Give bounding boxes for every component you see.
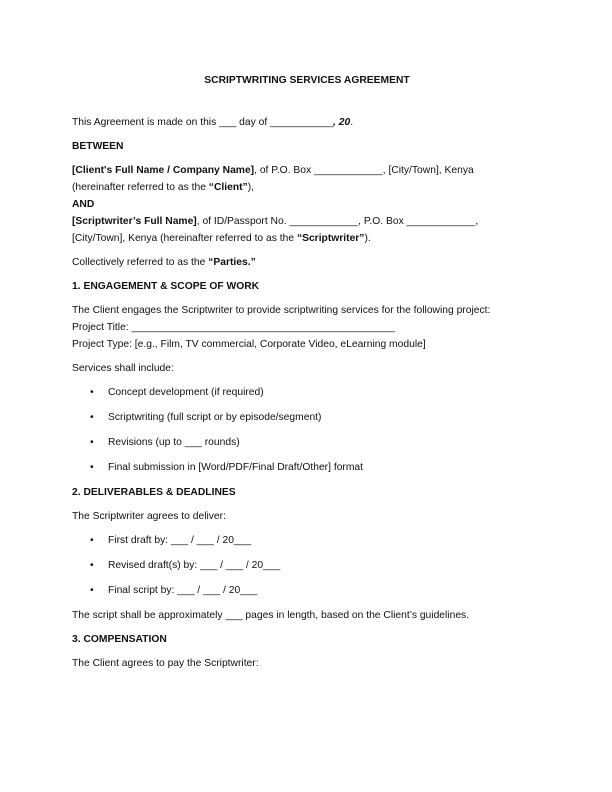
engagement-line: The Client engages the Scriptwriter to provide scriptwriting services for the following project: [72, 305, 491, 316]
scriptwriter-address: , of ID/Passport No. ____________, P.O. Box ____________, [196, 216, 479, 227]
bullet-icon: • [90, 412, 94, 423]
and-label: AND [72, 199, 95, 210]
section-2-heading: 2. DELIVERABLES & DEADLINES [72, 487, 236, 498]
document-title: SCRIPTWRITING SERVICES AGREEMENT [204, 75, 410, 86]
client-name: [Client's Full Name / Company Name] [72, 165, 255, 176]
list-item-text: Scriptwriting (full script or by episode/segment) [108, 412, 322, 423]
bullet-icon: • [90, 560, 94, 571]
list-item [72, 384, 542, 401]
client-term: “Client” [208, 182, 248, 193]
list-item-text: Concept development (if required) [108, 387, 264, 398]
list-item-text: Final script by: ___ / ___ / 20___ [108, 585, 258, 596]
scriptwriter-line-2 [72, 230, 542, 247]
client-ref-suffix: ), [247, 182, 254, 193]
project-title-line: Project Title: ______________________________________________ [72, 322, 395, 333]
intro-prefix: This Agreement is made on this ___ day of ___________ [72, 117, 334, 128]
services-intro: Services shall include: [72, 363, 174, 374]
parties-block [72, 162, 542, 247]
section-1-heading: 1. ENGAGEMENT & SCOPE OF WORK [72, 281, 260, 292]
script-length-note: The script shall be approximately ___ pages in length, based on the Client’s guidelines. [72, 610, 470, 621]
document-body [72, 72, 542, 679]
bullet-icon: • [90, 585, 94, 596]
collective-term: “Parties.” [208, 257, 256, 268]
scriptwriter-line-1 [72, 213, 542, 230]
list-item [72, 459, 542, 476]
list-item-text: Final submission in [Word/PDF/Final Draft/Other] format [108, 462, 364, 473]
list-item-text: Revised draft(s) by: ___ / ___ / 20___ [108, 560, 281, 571]
scriptwriter-ref-suffix: ). [364, 233, 371, 244]
client-address: , of P.O. Box ____________, [City/Town], Kenya [254, 165, 474, 176]
bullet-icon: • [90, 437, 94, 448]
collective-line [72, 254, 542, 271]
list-item-text: Revisions (up to ___ rounds) [108, 437, 240, 448]
list-item [72, 582, 542, 599]
deliverables-intro: The Scriptwriter agrees to deliver: [72, 511, 226, 522]
client-line-1 [72, 162, 542, 179]
section-1-intro [72, 302, 542, 353]
between-label: BETWEEN [72, 141, 124, 152]
collective-prefix: Collectively referred to as the [72, 257, 209, 268]
compensation-intro: The Client agrees to pay the Scriptwriter: [72, 658, 259, 669]
project-type-line: Project Type: [e.g., Film, TV commercial, Corporate Video, eLearning module] [72, 339, 426, 350]
intro-line [72, 114, 542, 131]
bullet-icon: • [90, 387, 94, 398]
bullet-icon: • [90, 462, 94, 473]
list-item [72, 557, 542, 574]
scriptwriter-term: “Scriptwriter” [296, 233, 365, 244]
section-3-heading: 3. COMPENSATION [72, 634, 167, 645]
scriptwriter-name: [Scriptwriter’s Full Name] [72, 216, 197, 227]
client-ref-prefix: (hereinafter referred to as the [72, 182, 209, 193]
list-item-text: First draft by: ___ / ___ / 20___ [108, 535, 252, 546]
scriptwriter-ref-prefix: [City/Town], Kenya (hereinafter referred to as the [72, 233, 297, 244]
deliverables-list [72, 532, 542, 599]
bullet-icon: • [90, 535, 94, 546]
intro-suffix: . [350, 117, 354, 128]
list-item [72, 434, 542, 451]
services-list [72, 384, 542, 476]
client-line-2 [72, 179, 542, 196]
intro-year: , 20 [333, 117, 351, 128]
list-item [72, 409, 542, 426]
list-item [72, 532, 542, 549]
